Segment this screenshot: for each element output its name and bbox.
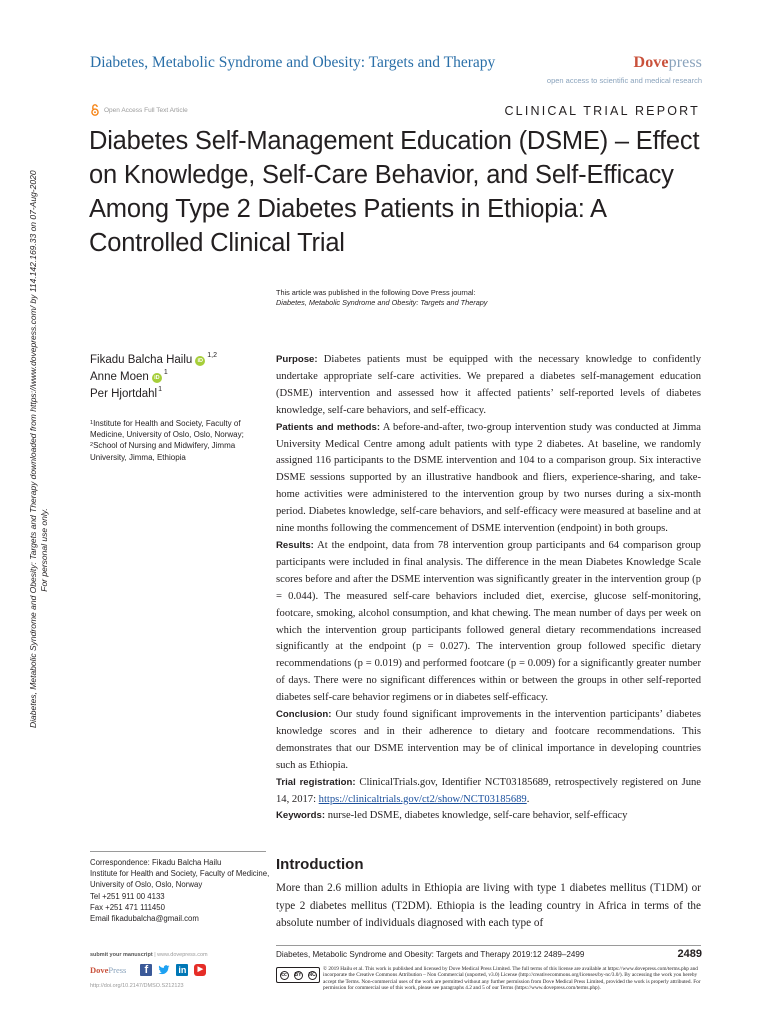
publication-note xyxy=(276,288,487,308)
youtube-icon[interactable]: ▶ xyxy=(194,964,206,976)
brand-press: press xyxy=(668,54,702,71)
correspondence-tel: Tel +251 911 00 4133 xyxy=(90,891,165,901)
linkedin-icon[interactable]: in xyxy=(178,965,187,975)
trial-link[interactable]: https://clinicaltrials.gov/ct2/show/NCT03185689 xyxy=(318,793,527,805)
orcid-icon[interactable]: iD xyxy=(195,356,205,366)
author-name: Fikadu Balcha Hailu xyxy=(90,354,193,366)
author-list xyxy=(90,352,260,403)
purpose-text: Diabetes patients must be equipped with the necessary knowledge to confidently undertake appropriate self-care activities. We prepared a diabetes self-management education (DSME) intervention and assessed how it affected patients’ self-reported levels of diabetes knowledge, self-care behaviors, and self-efficacy. xyxy=(276,354,701,416)
trial-text: ClinicalTrials.gov, Identifier NCT03185689, retrospectively registered on June 14, 2017: xyxy=(276,776,701,805)
correspondence-divider xyxy=(90,851,266,852)
abstract-keywords xyxy=(276,808,701,825)
brand-dove: Dove xyxy=(633,54,669,71)
journal-header xyxy=(90,52,702,92)
submit-url: | www.dovepress.com xyxy=(154,952,208,958)
affiliation-text: Institute for Health and Society, Faculty of Medicine, University of Oslo, Oslo, Norway; xyxy=(90,419,244,440)
methods-text: A before-and-after, two-group intervention study was conducted at Jimma University Medical Centre among adult patients with type 2 diabetes. At baseline, we randomly assigned 116 participants to the DSME intervention and 104 to a comparison group. Six interactive DSME sessions supported by an illustrative handbook and fliers, experience-sharing, and take-home activities were administered to the intervention group by two nurses during a six-month period. Diabetes knowledge, self-care behaviors, and self-efficacy were measured at baseline and at nine months following the commencement of DSME intervention (endpoint) in both groups. xyxy=(276,421,701,535)
footer-brand-dove: Dove xyxy=(90,965,109,975)
doi-link[interactable]: http://doi.org/10.2147/DMSO.S212123 xyxy=(90,983,184,989)
introduction-text: More than 2.6 million adults in Ethiopia are living with type 1 diabetes mellitus (T1DM) or type 2 diabetes mellitus (T2DM). Ethiopia is the leading country in Africa in terms of the absolute number of individuals diagnosed with each type of xyxy=(276,882,701,929)
trial-label: Trial registration: xyxy=(276,776,356,788)
abstract-trial xyxy=(276,775,701,809)
watermark-line1: Diabetes, Metabolic Syndrome and Obesity: Targets and Therapy downloaded from https://www.dovepress.com/ by 114.142.169.33 on 07-Aug-2020 xyxy=(28,170,38,728)
submit-manuscript-link[interactable] xyxy=(90,952,270,958)
cc-icon: cc xyxy=(281,971,287,978)
footer-brand-row xyxy=(90,964,270,976)
twitter-icon[interactable] xyxy=(158,964,170,976)
purpose-label: Purpose: xyxy=(276,354,318,365)
brand-tagline: open access to scientific and medical research xyxy=(546,76,702,85)
affiliations xyxy=(90,418,270,463)
footer-left xyxy=(90,952,270,989)
keywords-text: nurse-led DSME, diabetes knowledge, self-care behavior, self-efficacy xyxy=(327,810,628,822)
footer-citation: Diabetes, Metabolic Syndrome and Obesity: Targets and Therapy 2019:12 2489–2499 xyxy=(276,950,585,959)
journal-name[interactable]: Diabetes, Metabolic Syndrome and Obesity: Targets and Therapy xyxy=(90,54,496,71)
open-access-icon xyxy=(90,104,100,116)
submit-label: submit your manuscript xyxy=(90,952,153,958)
orcid-icon[interactable]: iD xyxy=(152,373,162,383)
conclusion-text: Our study found significant improvements in the intervention participants’ diabetes knowledge scores and in their adherence to dietary and footcare recommendations. This demonstrates that our DSME intervention may be of clinical importance in developing countries such as Ethiopia. xyxy=(276,709,701,771)
abstract-methods xyxy=(276,420,701,538)
footer-divider xyxy=(276,945,701,946)
trial-end: . xyxy=(526,793,530,805)
cc-by-icon: BY xyxy=(294,971,302,978)
correspondence-line: Correspondence: Fikadu Balcha Hailu xyxy=(90,858,222,867)
author-affiliation-sup: 1 xyxy=(163,369,168,376)
watermark-line2: For personal use only. xyxy=(39,508,49,592)
footer-dovepress-logo[interactable] xyxy=(90,965,126,975)
affiliation-text: School of Nursing and Midwifery, Jimma University, Jimma, Ethiopia xyxy=(90,441,236,462)
open-access-badge[interactable] xyxy=(90,104,188,116)
introduction-heading: Introduction xyxy=(276,856,364,873)
correspondence-block xyxy=(90,857,270,924)
results-text: At the endpoint, data from 78 intervention group participants and 64 comparison group participants were included in final analysis. The difference in the mean Diabetes Knowledge Scale scores before and after the DSME intervention was significantly greater in the intervention group (p = 0.044). The measured self-care behaviors included diet, exercise, glucose self-monitoring, footcare, smoking, alcohol consumption, and khat chewing. The mean number of days per week on which the intervention group participants followed general dietary recommendations increased significantly at the endpoint (p = 0.027). The intervention group followed specific dietary recommendations (p = 0.019) and performed footcare (p = 0.009) for a significantly greater number of days. There were no significant differences within or between the groups in other self-reported diabetes self-care behavior regimens or in diabetes self-efficacy. xyxy=(276,539,701,704)
facebook-icon[interactable]: f xyxy=(140,964,152,976)
abstract-results xyxy=(276,538,701,707)
open-access-label: Open Access Full Text Article xyxy=(104,106,188,114)
methods-label: Patients and methods: xyxy=(276,421,381,433)
author-name: Per Hjortdahl xyxy=(90,388,158,400)
page-number: 2489 xyxy=(677,948,702,960)
author-item[interactable] xyxy=(90,369,260,386)
cc-nc-icon: NC xyxy=(308,971,316,978)
license-text: © 2019 Hailu et al. This work is published and licensed by Dove Medical Press Limited. The full terms of this license are available at https://www.dovepress.com/terms.php and incorporate the Creative Commons Attribution – Non Commercial (unported, v3.0) License (http://creativecommons.org/licenses/by-nc/3.0/). By accessing the work you hereby accept the Terms. Non-commercial uses of the work are permitted without any further permission from Dove Medical Press Limited, provided the work is properly attributed. For permission for commercial use of this work, please see paragraphs 4.2 and 5 of our Terms (https://www.dovepress.com/terms.php). xyxy=(323,966,701,992)
publication-note-journal[interactable]: Diabetes, Metabolic Syndrome and Obesity: Targets and Therapy xyxy=(276,298,488,307)
article-title: Diabetes Self-Management Education (DSME) – Effect on Knowledge, Self-Care Behavior, and Self-Efficacy Among Type 2 Diabetes Patients in Ethiopia: A Controlled Clinical Trial xyxy=(89,127,700,257)
side-watermark xyxy=(28,112,64,728)
abstract-conclusion xyxy=(276,707,701,775)
affiliation-sup: 1 xyxy=(90,420,94,426)
cc-license-icon[interactable] xyxy=(276,967,320,983)
affiliation-sup: 2 xyxy=(90,442,94,449)
author-name: Anne Moen xyxy=(90,371,149,383)
conclusion-label: Conclusion: xyxy=(276,709,332,721)
author-affiliation-sup: 1 xyxy=(158,386,163,393)
license-row xyxy=(276,966,701,992)
report-type: CLINICAL TRIAL REPORT xyxy=(504,104,700,118)
results-label: Results: xyxy=(276,539,314,551)
author-item[interactable] xyxy=(90,386,260,403)
author-affiliation-sup: 1,2 xyxy=(207,352,218,359)
correspondence-email[interactable]: Email fikadubalcha@gmail.com xyxy=(90,914,199,924)
footer-brand-press: Press xyxy=(108,965,127,975)
twitter-bird-icon xyxy=(158,964,170,976)
correspondence-address: Institute for Health and Society, Faculty of Medicine, University of Oslo, Oslo, Norway xyxy=(90,869,270,890)
author-item[interactable] xyxy=(90,352,260,369)
dovepress-logo[interactable] xyxy=(634,54,702,72)
publication-note-line: This article was published in the following Dove Press journal: xyxy=(276,288,476,297)
abstract-purpose xyxy=(276,352,701,420)
correspondence-fax: Fax +251 471 111450 xyxy=(90,902,165,912)
abstract xyxy=(276,352,701,825)
keywords-label: Keywords: xyxy=(276,810,326,822)
